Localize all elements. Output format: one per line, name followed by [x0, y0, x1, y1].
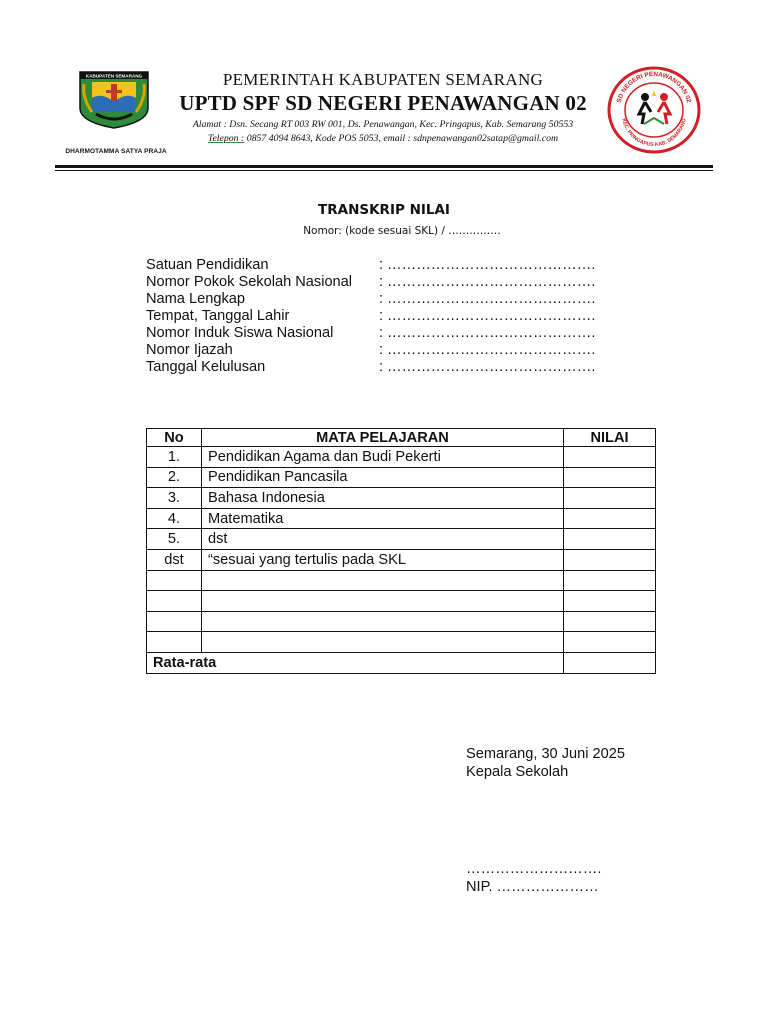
- identity-label: Satuan Pendidikan: [146, 257, 269, 273]
- row-score: [564, 447, 656, 468]
- row-number: [147, 611, 202, 632]
- identity-value: …………………………………….: [387, 257, 596, 273]
- row-subject: [202, 591, 564, 612]
- phone-label: Telepon :: [207, 133, 245, 144]
- signature-role: Kepala Sekolah: [466, 763, 569, 780]
- row-number: 4.: [147, 508, 202, 529]
- row-subject: [202, 632, 564, 653]
- row-subject: [202, 611, 564, 632]
- identity-block: [146, 257, 646, 376]
- identity-colon: :: [379, 291, 384, 307]
- identity-value: …………………………………….: [387, 274, 596, 290]
- table-header-row: [147, 429, 656, 447]
- row-score: [564, 508, 656, 529]
- table-row: [147, 632, 656, 653]
- identity-colon: :: [379, 308, 384, 324]
- identity-row: [146, 274, 646, 291]
- identity-value: …………………………………….: [387, 359, 596, 375]
- row-number: 5.: [147, 529, 202, 550]
- letterhead-rule-thin: [55, 170, 713, 171]
- row-number: 3.: [147, 488, 202, 509]
- kabupaten-semarang-logo-icon: [78, 68, 150, 130]
- row-score: [564, 488, 656, 509]
- identity-colon: :: [379, 257, 384, 273]
- phone-email: 0857 4094 8643, Kode POS 5053, email : sdnpenawangan02satap@gmail.com: [244, 133, 559, 144]
- table-row: [147, 508, 656, 529]
- average-row: [147, 652, 656, 673]
- column-header-score: NILAI: [564, 429, 656, 447]
- average-label: Rata-rata: [147, 652, 564, 673]
- signature-name-placeholder: ……………………….: [466, 861, 602, 877]
- row-score: [564, 570, 656, 591]
- row-number: [147, 591, 202, 612]
- identity-row: [146, 359, 646, 376]
- row-score: [564, 529, 656, 550]
- identity-label: Tempat, Tanggal Lahir: [146, 308, 290, 324]
- left-logo-caption: DHARMOTAMMA SATYA PRAJA: [65, 148, 167, 155]
- identity-label: Nomor Ijazah: [146, 342, 233, 358]
- table-row: [147, 447, 656, 468]
- identity-value: …………………………………….: [387, 325, 596, 341]
- identity-label: Tanggal Kelulusan: [146, 359, 266, 375]
- identity-label: Nomor Pokok Sekolah Nasional: [146, 274, 353, 290]
- row-subject: dst: [202, 529, 564, 550]
- grades-table: [146, 428, 656, 674]
- row-score: [564, 467, 656, 488]
- table-row: [147, 549, 656, 570]
- row-number: dst: [147, 549, 202, 570]
- signature-place-date: Semarang, 30 Juni 2025: [466, 746, 626, 762]
- letterhead-address: Alamat : Dsn. Secang RT 003 RW 001, Ds. Penawangan, Kec. Pringapus, Kab. Semarang 50553: [192, 119, 574, 130]
- row-subject: [202, 570, 564, 591]
- row-score: [564, 632, 656, 653]
- row-subject: “sesuai yang tertulis pada SKL: [202, 549, 564, 570]
- table-row: [147, 591, 656, 612]
- row-subject: Pendidikan Pancasila: [202, 467, 564, 488]
- column-header-no: No: [147, 429, 202, 447]
- identity-colon: :: [379, 359, 384, 375]
- row-score: [564, 591, 656, 612]
- row-subject: Matematika: [202, 508, 564, 529]
- row-score: [564, 549, 656, 570]
- school-seal-icon: [606, 66, 702, 154]
- identity-row: [146, 308, 646, 325]
- identity-value: …………………………………….: [387, 308, 596, 324]
- identity-row: [146, 257, 646, 274]
- identity-value: …………………………………….: [387, 291, 596, 307]
- row-number: 2.: [147, 467, 202, 488]
- letterhead-school-name: UPTD SPF SD NEGERI PENAWANGAN 02: [179, 91, 587, 115]
- average-score: [564, 652, 656, 673]
- identity-value: …………………………………….: [387, 342, 596, 358]
- table-row: [147, 488, 656, 509]
- signature-name-block: [466, 860, 726, 896]
- identity-colon: :: [379, 274, 384, 290]
- column-header-subject: MATA PELAJARAN: [202, 429, 564, 447]
- row-number: [147, 632, 202, 653]
- signature-block: [466, 746, 726, 781]
- identity-colon: :: [379, 325, 384, 341]
- letterhead-contact: [160, 132, 606, 145]
- table-row: [147, 611, 656, 632]
- identity-row: [146, 291, 646, 308]
- document-title: TRANSKRIP NILAI: [318, 202, 450, 218]
- letterhead-rule-thick: [55, 165, 713, 168]
- table-row: [147, 529, 656, 550]
- row-number: [147, 570, 202, 591]
- table-row: [147, 467, 656, 488]
- identity-colon: :: [379, 342, 384, 358]
- row-subject: Pendidikan Agama dan Budi Pekerti: [202, 447, 564, 468]
- identity-label: Nomor Induk Siswa Nasional: [146, 325, 334, 341]
- row-score: [564, 611, 656, 632]
- svg-text:SD NEGERI PENAWANGAN 02: SD NEGERI PENAWANGAN 02: [615, 70, 693, 104]
- svg-text:KABUPATEN SEMARANG: KABUPATEN SEMARANG: [85, 73, 143, 79]
- svg-text:KEC. PRINGAPUS KAB. SEMARANG: KEC. PRINGAPUS KAB. SEMARANG: [620, 117, 688, 149]
- row-number: 1.: [147, 447, 202, 468]
- signature-nip: NIP. …………………: [466, 879, 599, 895]
- identity-row: [146, 325, 646, 342]
- identity-label: Nama Lengkap: [146, 291, 245, 307]
- document-number: Nomor: (kode sesuai SKL) / ……………: [303, 225, 501, 237]
- row-subject: Bahasa Indonesia: [202, 488, 564, 509]
- table-row: [147, 570, 656, 591]
- identity-row: [146, 342, 646, 359]
- letterhead: [160, 70, 606, 145]
- letterhead-government: PEMERINTAH KABUPATEN SEMARANG: [222, 70, 544, 89]
